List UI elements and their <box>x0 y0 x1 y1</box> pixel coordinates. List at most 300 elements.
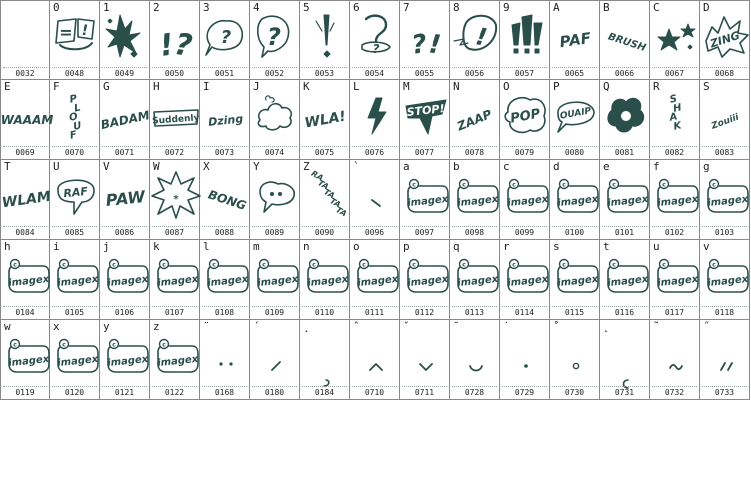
svg-text:imagex: imagex <box>56 353 99 370</box>
glyph-imagex-icon <box>652 170 698 226</box>
svg-text:A: A <box>668 111 679 124</box>
baseline-guide <box>402 306 447 307</box>
glyph-imagex-icon <box>402 250 448 306</box>
svg-text:imagex: imagex <box>456 193 499 210</box>
glyph-imagex-icon <box>602 250 648 306</box>
glyph-cell <box>100 240 150 320</box>
glyph-character-label: a <box>403 160 410 173</box>
baseline-guide <box>702 386 747 387</box>
glyph-code-label: 0106 <box>114 308 135 317</box>
glyph-code-label: 0729 <box>514 388 535 397</box>
glyph-imagex-icon <box>502 250 548 306</box>
baseline-guide <box>652 146 697 147</box>
svg-text:c: c <box>162 261 166 269</box>
glyph-character-label: ´ <box>253 320 260 333</box>
baseline-guide <box>502 146 547 147</box>
glyph-word-icon <box>552 11 598 67</box>
baseline-guide <box>402 226 447 227</box>
glyph-cell <box>250 320 300 400</box>
glyph-cell <box>650 160 700 240</box>
glyph-code-label: 0048 <box>64 69 85 78</box>
baseline-guide <box>202 306 247 307</box>
glyph-imagex-icon <box>452 170 498 226</box>
glyph-imagex-icon <box>602 170 648 226</box>
glyph-character-label: B <box>603 1 610 14</box>
glyph-code-label: 0068 <box>714 69 735 78</box>
baseline-guide <box>452 306 497 307</box>
glyph-ouaip-icon <box>552 90 598 146</box>
glyph-character-label: ˚ <box>553 320 560 333</box>
glyph-code-label: 0710 <box>364 388 385 397</box>
svg-text:*: * <box>173 194 179 205</box>
svg-text:F: F <box>68 129 78 142</box>
glyph-cell <box>400 320 450 400</box>
svg-text:imagex: imagex <box>656 193 699 210</box>
glyph-code-label: 0070 <box>64 148 85 157</box>
glyph-character-label: j <box>103 240 110 253</box>
glyph-cell <box>50 160 100 240</box>
baseline-guide <box>302 146 347 147</box>
glyph-code-label: 0168 <box>214 388 235 397</box>
svg-text:imagex: imagex <box>456 273 499 290</box>
baseline-guide <box>652 386 697 387</box>
glyph-character-label: 5 <box>303 1 310 14</box>
glyph-character-label: ˜ <box>653 320 660 333</box>
glyph-code-label: 0050 <box>164 69 185 78</box>
baseline-guide <box>602 386 647 387</box>
glyph-cell <box>150 320 200 400</box>
glyph-character-label: Q <box>603 80 610 93</box>
glyph-cell <box>550 240 600 320</box>
baseline-guide <box>202 226 247 227</box>
glyph-code-label: 0049 <box>114 69 135 78</box>
glyph-code-label: 0108 <box>214 308 235 317</box>
baseline-guide <box>202 386 247 387</box>
svg-text:!: ! <box>81 23 89 39</box>
baseline-guide <box>302 226 347 227</box>
glyph-character-label: S <box>703 80 710 93</box>
glyph-dot-icon <box>502 330 548 386</box>
glyph-code-label: 0082 <box>664 148 685 157</box>
glyph-word-icon <box>452 90 498 146</box>
glyph-grave-icon <box>352 170 398 226</box>
glyph-character-label: d <box>553 160 560 173</box>
glyph-character-label: D <box>703 1 710 14</box>
svg-text:TA: TA <box>316 178 331 192</box>
glyph-ratata-icon <box>302 170 348 226</box>
glyph-word-icon <box>0 90 54 146</box>
glyph-cell <box>350 80 400 160</box>
glyph-character-label: k <box>153 240 160 253</box>
glyph-imagex-icon <box>102 250 148 306</box>
svg-text:ZAAP: ZAAP <box>455 107 494 134</box>
svg-text:PAF: PAF <box>558 28 593 52</box>
glyph-code-label: 0057 <box>514 69 535 78</box>
baseline-guide <box>3 146 47 147</box>
baseline-guide <box>302 386 347 387</box>
glyph-cell <box>50 80 100 160</box>
baseline-guide <box>602 67 647 68</box>
baseline-guide <box>652 306 697 307</box>
glyph-cell <box>650 240 700 320</box>
glyph-character-label: 4 <box>253 1 260 14</box>
svg-text:POP: POP <box>509 106 542 127</box>
glyph-word-icon <box>302 90 348 146</box>
glyph-cell <box>200 320 250 400</box>
svg-text:!: ! <box>157 27 176 64</box>
baseline-guide <box>52 386 97 387</box>
svg-text:imagex: imagex <box>506 273 549 290</box>
glyph-character-label: O <box>503 80 510 93</box>
glyph-character-label: n <box>303 240 310 253</box>
baseline-guide <box>52 67 97 68</box>
glyph-character-label: s <box>553 240 560 253</box>
svg-text:imagex: imagex <box>156 353 199 370</box>
svg-text:imagex: imagex <box>656 273 699 290</box>
glyph-cell <box>50 240 100 320</box>
baseline-guide <box>352 67 397 68</box>
glyph-cell <box>350 0 400 80</box>
svg-text:imagex: imagex <box>7 273 50 290</box>
svg-text:c: c <box>612 261 616 269</box>
glyph-code-label: 0056 <box>464 69 485 78</box>
glyph-imagex-icon <box>52 330 98 386</box>
glyph-cedilla-icon <box>302 330 348 386</box>
baseline-guide <box>602 306 647 307</box>
glyph-character-label: 7 <box>403 1 410 14</box>
svg-text:c: c <box>562 261 566 269</box>
baseline-guide <box>402 67 447 68</box>
baseline-guide <box>452 67 497 68</box>
glyph-character-label: 9 <box>503 1 510 14</box>
glyph-cell <box>150 0 200 80</box>
glyph-imagex-icon <box>152 330 198 386</box>
svg-text:c: c <box>62 261 66 269</box>
glyph-character-label: v <box>703 240 710 253</box>
glyph-circumflex-icon <box>352 330 398 386</box>
svg-text:imagex: imagex <box>156 273 199 290</box>
glyph-cell <box>350 320 400 400</box>
glyph-cell <box>50 320 100 400</box>
glyph-code-label: 0113 <box>464 308 485 317</box>
glyph-code-label: 0079 <box>514 148 535 157</box>
glyph-code-label: 0051 <box>214 69 235 78</box>
svg-text:BADAM: BADAM <box>99 108 151 133</box>
glyph-code-label: 0184 <box>314 388 335 397</box>
glyph-imagex-icon <box>3 330 49 386</box>
glyph-code-label: 0055 <box>414 69 435 78</box>
glyph-code-label: 0103 <box>714 228 735 237</box>
glyph-cloud-icon <box>252 90 298 146</box>
glyph-code-label: 0086 <box>114 228 135 237</box>
glyph-cell <box>200 0 250 80</box>
svg-text:WLAM: WLAM <box>0 188 52 212</box>
baseline-guide <box>252 67 297 68</box>
glyph-code-label: 0081 <box>614 148 635 157</box>
svg-text:c: c <box>162 341 166 349</box>
svg-text:imagex: imagex <box>56 273 99 290</box>
glyph-character-label: p <box>403 240 410 253</box>
glyph-character-label: m <box>253 240 260 253</box>
glyph-cell <box>700 320 750 400</box>
baseline-guide <box>402 386 447 387</box>
glyph-character-label: Y <box>253 160 260 173</box>
glyph-code-label: 0087 <box>164 228 185 237</box>
glyph-cell <box>250 0 300 80</box>
glyph-character-label: 3 <box>203 1 210 14</box>
svg-text:c: c <box>212 261 216 269</box>
svg-text:imagex: imagex <box>556 273 599 290</box>
glyph-word-icon <box>202 90 248 146</box>
glyph-cell <box>550 320 600 400</box>
baseline-guide <box>352 386 397 387</box>
glyph-character-label: U <box>53 160 60 173</box>
glyph-cell <box>200 160 250 240</box>
glyph-acute-icon <box>252 330 298 386</box>
glyph-character-label: ˙ <box>503 320 510 333</box>
svg-text:c: c <box>412 181 416 189</box>
baseline-guide <box>152 386 197 387</box>
glyph-character-label: c <box>503 160 510 173</box>
baseline-guide <box>552 386 597 387</box>
glyph-code-label: 0090 <box>314 228 335 237</box>
glyph-character-label: q <box>453 240 460 253</box>
glyph-code-label: 0097 <box>414 228 435 237</box>
glyph-vword-icon <box>652 90 698 146</box>
baseline-guide <box>302 67 347 68</box>
glyph-code-label: 0121 <box>114 388 135 397</box>
glyph-character-label: g <box>703 160 710 173</box>
glyph-code-label: 0077 <box>414 148 435 157</box>
svg-text:?: ? <box>172 27 195 65</box>
svg-text:imagex: imagex <box>256 273 299 290</box>
glyph-cell <box>0 80 54 160</box>
glyph-code-label: 0107 <box>164 308 185 317</box>
glyph-character-label: A <box>553 1 560 14</box>
glyph-imagex-icon <box>202 250 248 306</box>
glyph-code-label: 0101 <box>614 228 635 237</box>
glyph-character-label: H <box>153 80 160 93</box>
glyph-vword-icon <box>52 90 98 146</box>
glyph-cell <box>500 0 550 80</box>
svg-text:O: O <box>68 111 79 124</box>
glyph-code-label: 0069 <box>15 148 35 157</box>
svg-text:imagex: imagex <box>356 273 399 290</box>
glyph-code-label: 0054 <box>364 69 385 78</box>
baseline-guide <box>452 226 497 227</box>
glyph-character-label: ¨ <box>203 320 210 333</box>
svg-text:imagex: imagex <box>706 193 749 210</box>
glyph-character-label: ˘ <box>453 320 460 333</box>
glyph-character-label: F <box>53 80 60 93</box>
baseline-guide <box>502 306 547 307</box>
glyph-stop-icon <box>402 90 448 146</box>
baseline-guide <box>452 386 497 387</box>
glyph-code-label: 0110 <box>314 308 335 317</box>
glyph-word-icon <box>102 170 148 226</box>
glyph-character-label: o <box>353 240 360 253</box>
glyph-character-label: W <box>153 160 160 173</box>
svg-text:c: c <box>112 261 116 269</box>
svg-text:?: ? <box>267 23 281 51</box>
glyph-cell <box>600 0 650 80</box>
glyph-word-icon <box>99 90 151 146</box>
glyph-q-bubble-icon <box>252 11 298 67</box>
glyph-q-excl-icon <box>402 11 448 67</box>
glyph-character-label: e <box>603 160 610 173</box>
glyph-cell <box>450 320 500 400</box>
glyph-code-label: 0074 <box>264 148 285 157</box>
baseline-guide <box>702 146 747 147</box>
svg-text:c: c <box>612 181 616 189</box>
glyph-character-label: P <box>553 80 560 93</box>
baseline-guide <box>152 146 197 147</box>
glyph-character-label: u <box>653 240 660 253</box>
svg-text:c: c <box>13 261 17 269</box>
glyph-code-label: 0065 <box>564 69 585 78</box>
svg-text:c: c <box>412 261 416 269</box>
svg-text:c: c <box>712 261 716 269</box>
glyph-code-label: 0073 <box>214 148 235 157</box>
svg-text:TA: TA <box>334 205 349 219</box>
svg-text:imagex: imagex <box>306 273 349 290</box>
svg-text:L: L <box>73 102 82 115</box>
glyph-code-label: 0104 <box>15 308 35 317</box>
svg-text:c: c <box>13 341 17 349</box>
baseline-guide <box>3 306 47 307</box>
svg-text:OUAIP: OUAIP <box>559 106 593 122</box>
baseline-guide <box>102 306 147 307</box>
baseline-guide <box>602 146 647 147</box>
glyph-code-label: 0071 <box>114 148 135 157</box>
glyph-character-label: Z <box>303 160 310 173</box>
baseline-guide <box>552 226 597 227</box>
glyph-code-label: 0075 <box>314 148 335 157</box>
svg-text:imagex: imagex <box>106 273 149 290</box>
svg-text:RAF: RAF <box>62 184 89 201</box>
glyph-cell <box>400 80 450 160</box>
baseline-guide <box>252 226 297 227</box>
glyph-cell <box>300 240 350 320</box>
glyph-cell <box>600 160 650 240</box>
baseline-guide <box>52 146 97 147</box>
glyph-code-label: 0180 <box>264 388 285 397</box>
glyph-code-label: 0114 <box>514 308 535 317</box>
glyph-code-label: 0118 <box>714 308 735 317</box>
glyph-imagex-icon <box>552 250 598 306</box>
glyph-character-label: x <box>53 320 60 333</box>
glyph-triple-excl-icon <box>502 11 548 67</box>
svg-text:c: c <box>312 261 316 269</box>
glyph-character-label: ˆ <box>353 320 360 333</box>
glyph-imagex-icon <box>552 170 598 226</box>
glyph-character-label: ˇ <box>403 320 410 333</box>
glyph-character-label: X <box>203 160 210 173</box>
baseline-guide <box>552 306 597 307</box>
svg-text:WAAAM: WAAAM <box>0 113 54 127</box>
glyph-code-label: 0067 <box>664 69 685 78</box>
glyph-bubble-q-icon <box>202 11 248 67</box>
svg-text:!: ! <box>427 29 443 61</box>
baseline-guide <box>452 146 497 147</box>
glyph-character-label: y <box>103 320 110 333</box>
glyph-code-label: 0109 <box>264 308 285 317</box>
glyph-cell <box>100 0 150 80</box>
svg-text:c: c <box>662 261 666 269</box>
glyph-imagex-icon <box>452 250 498 306</box>
glyph-code-label: 0119 <box>15 388 35 397</box>
svg-text:H: H <box>672 102 683 115</box>
glyph-cell <box>250 240 300 320</box>
glyph-cell <box>150 80 200 160</box>
glyph-hungarumlaut-icon <box>702 330 748 386</box>
glyph-code-label: 0115 <box>564 308 585 317</box>
baseline-guide <box>502 226 547 227</box>
svg-text:c: c <box>262 261 266 269</box>
glyph-cell <box>300 80 350 160</box>
svg-text:BONG: BONG <box>206 187 249 213</box>
baseline-guide <box>352 146 397 147</box>
glyph-character-label: K <box>303 80 310 93</box>
svg-text:c: c <box>62 341 66 349</box>
glyph-code-label: 0085 <box>64 228 85 237</box>
baseline-guide <box>502 67 547 68</box>
glyph-code-label: 0089 <box>264 228 285 237</box>
baseline-guide <box>402 146 447 147</box>
baseline-guide <box>152 306 197 307</box>
svg-text:STOP!: STOP! <box>406 102 446 119</box>
svg-text:imagex: imagex <box>706 273 749 290</box>
glyph-cell <box>250 80 300 160</box>
glyph-imagex-icon <box>3 250 49 306</box>
glyph-code-label: 0080 <box>564 148 585 157</box>
svg-text:TA: TA <box>328 196 343 210</box>
glyph-cell <box>600 80 650 160</box>
glyph-code-label: 0102 <box>664 228 685 237</box>
glyph-excl-q-icon <box>152 11 198 67</box>
glyph-cell <box>0 160 50 240</box>
glyph-cell <box>350 240 400 320</box>
glyph-dieresis-icon <box>202 330 248 386</box>
glyph-imagex-icon <box>352 250 398 306</box>
svg-text:Zouiii: Zouiii <box>710 112 741 132</box>
glyph-q-stack-icon <box>352 11 398 67</box>
glyph-skull-icon <box>252 170 298 226</box>
glyph-code-label: 0099 <box>514 228 535 237</box>
glyph-character-label: z <box>153 320 160 333</box>
glyph-word-icon <box>0 170 52 226</box>
glyph-code-label: 0105 <box>64 308 85 317</box>
glyph-eq-face-icon <box>52 11 98 67</box>
glyph-imagex-icon <box>302 250 348 306</box>
glyph-cell <box>400 0 450 80</box>
glyph-cell <box>400 160 450 240</box>
glyph-character-label: b <box>453 160 460 173</box>
glyph-zing-icon <box>702 11 748 67</box>
glyph-character-label: w <box>4 320 11 333</box>
svg-text:!: ! <box>473 22 490 52</box>
glyph-splat-icon <box>102 11 148 67</box>
glyph-character-label: 0 <box>53 1 60 14</box>
glyph-character-label: C <box>653 1 660 14</box>
svg-text:S: S <box>668 93 679 106</box>
glyph-burst-icon <box>152 170 198 226</box>
svg-text:imagex: imagex <box>406 273 449 290</box>
svg-text:?: ? <box>410 29 429 61</box>
glyph-cell <box>0 320 50 400</box>
svg-text:?: ? <box>220 27 232 48</box>
glyph-cell <box>150 160 200 240</box>
